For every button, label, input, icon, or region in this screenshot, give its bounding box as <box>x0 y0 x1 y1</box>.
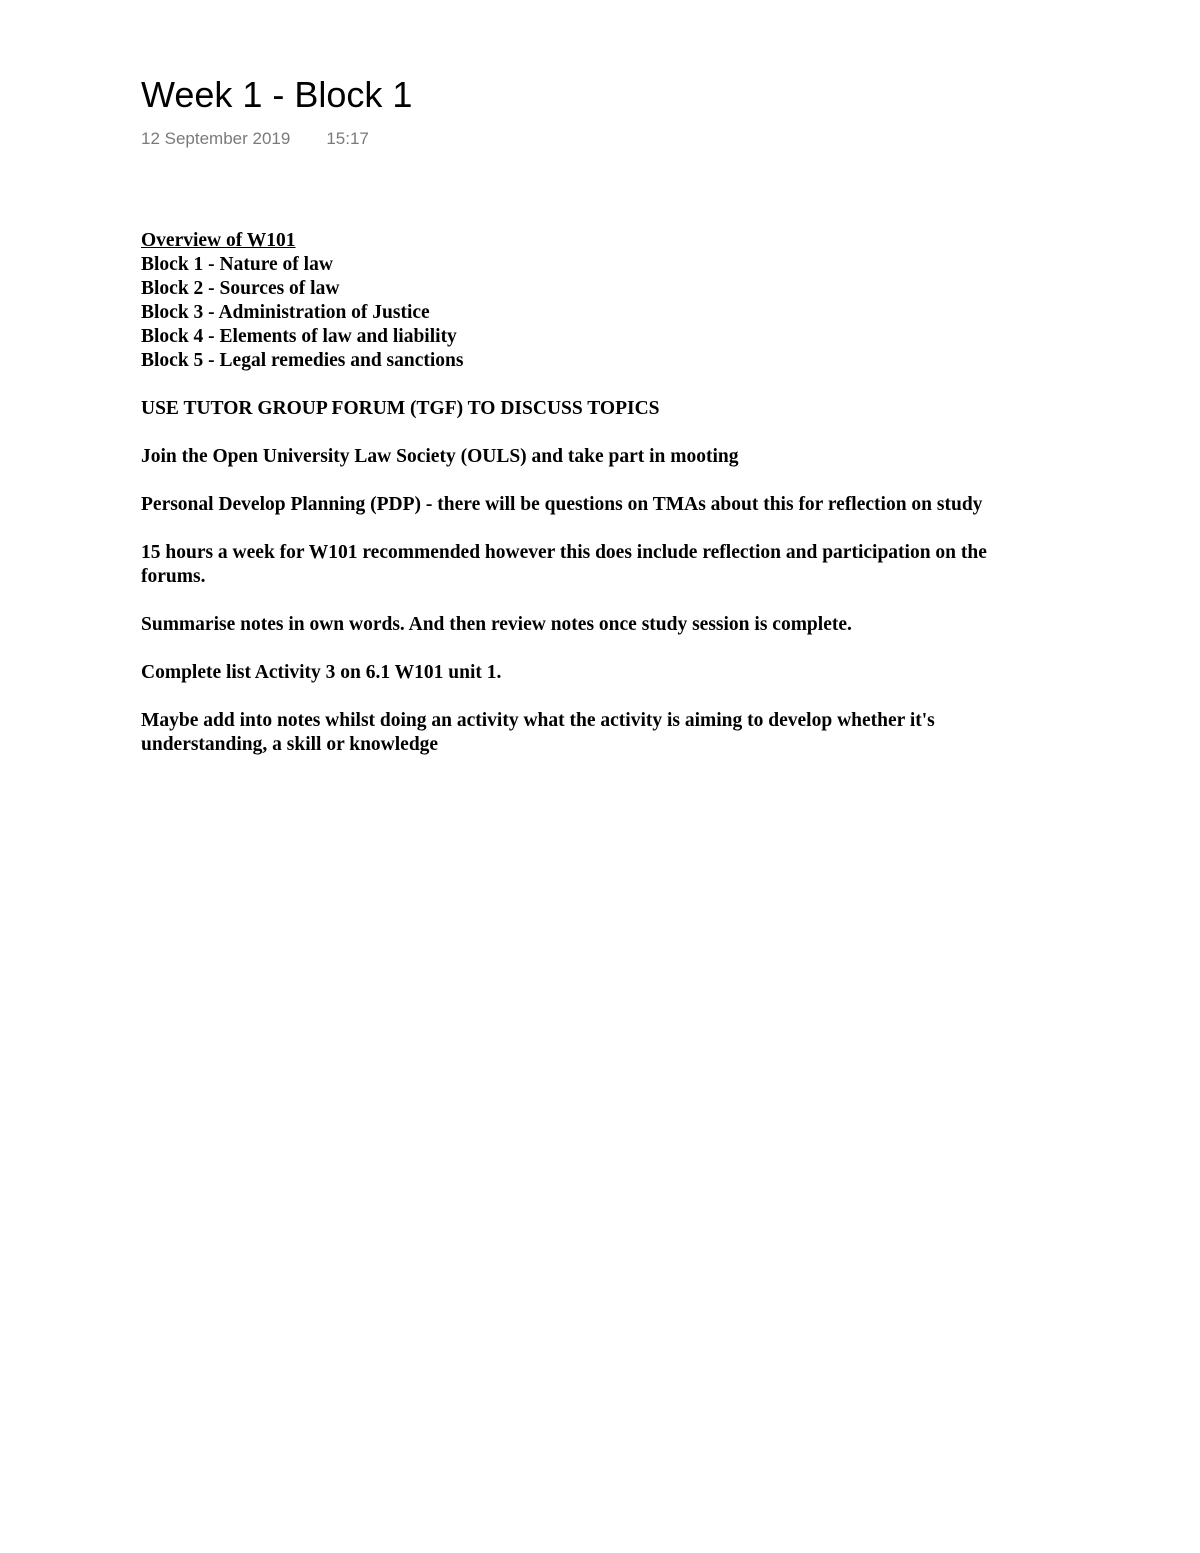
block-list-item: Block 4 - Elements of law and liability <box>141 326 457 347</box>
note-paragraph-develop: Maybe add into notes whilst doing an activity what the activity is aiming to develop whether it's understanding, a skill or knowledge <box>141 710 935 755</box>
block-list-item: Block 5 - Legal remedies and sanctions <box>141 350 464 371</box>
note-paragraph-activity: Complete list Activity 3 on 6.1 W101 unit 1. <box>141 662 502 683</box>
note-paragraph-ouls: Join the Open University Law Society (OULS) and take part in mooting <box>141 446 739 467</box>
note-time: 15:17 <box>326 129 369 148</box>
page-title: Week 1 - Block 1 <box>141 74 413 115</box>
overview-heading: Overview of W101 <box>141 230 296 251</box>
note-paragraph-tgf: USE TUTOR GROUP FORUM (TGF) TO DISCUSS TOPICS <box>141 398 660 419</box>
block-list-item: Block 3 - Administration of Justice <box>141 302 430 323</box>
note-date: 12 September 2019 <box>141 129 291 148</box>
note-paragraph-study-hours: 15 hours a week for W101 recommended however this does include reflection and participation on the forums. <box>141 542 987 587</box>
note-content <box>141 229 1041 757</box>
note-paragraph-summarise: Summarise notes in own words. And then review notes once study session is complete. <box>141 614 852 635</box>
block-list-item: Block 2 - Sources of law <box>141 278 340 299</box>
note-timestamp <box>141 128 369 150</box>
block-list-item: Block 1 - Nature of law <box>141 254 333 275</box>
note-paragraph-pdp: Personal Develop Planning (PDP) - there will be questions on TMAs about this for reflection on study <box>141 494 983 515</box>
